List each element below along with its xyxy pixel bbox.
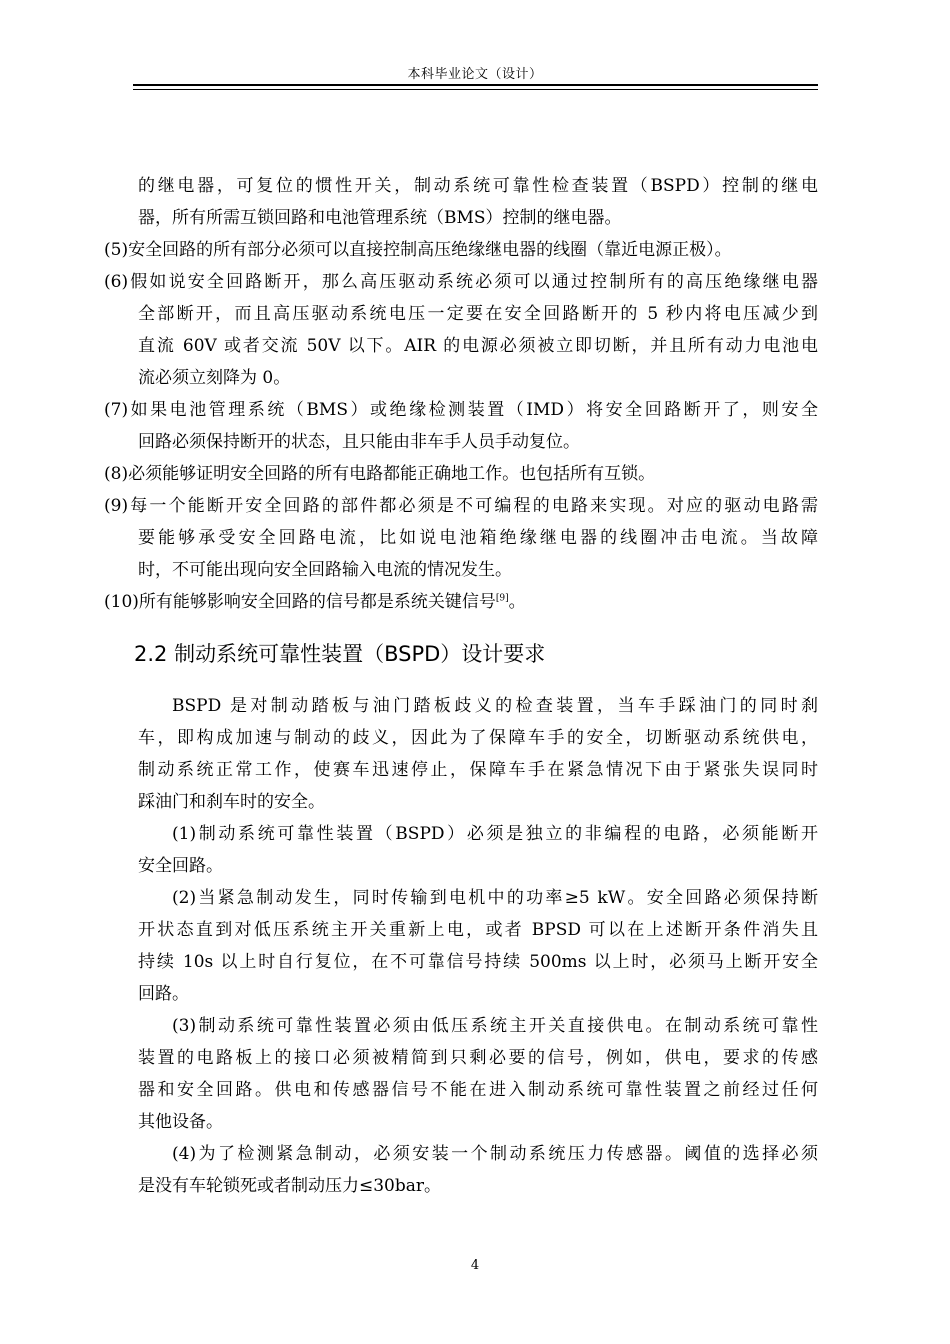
paragraph-line: 车，即构成加速与制动的歧义，因此为了保障车手的安全，切断驱动系统供电， [138,728,818,748]
paragraph-line: BSPD 是对制动踏板与油门踏板歧义的检查装置，当车手踩油门的同时刹 [172,696,818,716]
list-item-line: 时，不可能出现向安全回路输入电流的情况发生。 [138,560,512,580]
paragraph-line: 器和安全回路。供电和传感器信号不能在进入制动系统可靠性装置之前经过任何 [138,1080,818,1100]
paragraph-line: (4)为了检测紧急制动，必须安装一个制动系统压力传感器。阈值的选择必须 [172,1144,818,1164]
list-item-line: 全部断开，而且高压驱动系统电压一定要在安全回路断开的 5 秒内将电压减少到 [138,304,818,324]
list-item-line: 回路必须保持断开的状态，且只能由非车手人员手动复位。 [138,432,580,452]
list-item-line: 的继电器，可复位的惯性开关，制动系统可靠性检查装置（BSPD）控制的继电 [138,176,818,196]
paragraph-line: (1)制动系统可靠性装置（BSPD）必须是独立的非编程的电路，必须能断开 [172,824,818,844]
paragraph-line: (3)制动系统可靠性装置必须由低压系统主开关直接供电。在制动系统可靠性 [172,1016,818,1036]
paragraph-line: 开状态直到对低压系统主开关重新上电，或者 BPSD 可以在上述断开条件消失且 [138,920,818,940]
list-item-line: (9)每一个能断开安全回路的部件都必须是不可编程的电路来实现。对应的驱动电路需 [104,496,818,516]
page-number: 4 [470,1258,480,1273]
list-item-line: (8)必须能够证明安全回路的所有电路都能正确地工作。也包括所有互锁。 [104,464,656,484]
paragraph-line: (2)当紧急制动发生，同时传输到电机中的功率≥5 kW。安全回路必须保持断 [172,888,818,908]
paragraph-line: 装置的电路板上的接口必须被精简到只剩必要的信号，例如，供电，要求的传感 [138,1048,818,1068]
citation-ref: [9] [495,593,509,604]
section-heading: 2.2 制动系统可靠性装置（BSPD）设计要求 [134,642,546,666]
list-item-line: (6)假如说安全回路断开，那么高压驱动系统必须可以通过控制所有的高压绝缘继电器 [104,272,818,292]
list-item-tail: 。 [508,592,526,612]
paragraph-line: 安全回路。 [138,856,223,876]
list-item-line: 直流 60V 或者交流 50V 以下。AIR 的电源必须被立即切断，并且所有动力电池电 [138,336,818,356]
list-item-line: 器，所有所需互锁回路和电池管理系统（BMS）控制的继电器。 [138,208,622,228]
header-rule [133,84,818,86]
paragraph-line: 是没有车轮锁死或者制动压力≤30bar。 [138,1176,442,1196]
list-item-line: 要能够承受安全回路电流，比如说电池箱绝缘继电器的线圈冲击电流。当故障 [138,528,818,548]
list-item-line: (7)如果电池管理系统（BMS）或绝缘检测装置（IMD）将安全回路断开了，则安全 [104,400,818,420]
paragraph-line: 回路。 [138,984,189,1004]
list-item-line: (5)安全回路的所有部分必须可以直接控制高压绝缘继电器的线圈（靠近电源正极）。 [104,240,732,260]
list-item-text: (10)所有能够影响安全回路的信号都是系统关键信号 [104,592,496,612]
header-rule-thin [133,89,818,90]
list-item-line [104,586,818,618]
list-item-line: 流必须立刻降为 0。 [138,368,291,388]
body-text [104,170,818,1202]
paragraph-line: 持续 10s 以上时自行复位，在不可靠信号持续 500ms 以上时，必须马上断开安全 [138,952,818,972]
paragraph-line: 制动系统正常工作，使赛车迅速停止，保障车手在紧急情况下由于紧张失误同时 [138,760,818,780]
paragraph-line: 其他设备。 [138,1112,223,1132]
header-title: 本科毕业论文（设计） [407,67,543,82]
paragraph-line: 踩油门和刹车时的安全。 [138,792,325,812]
